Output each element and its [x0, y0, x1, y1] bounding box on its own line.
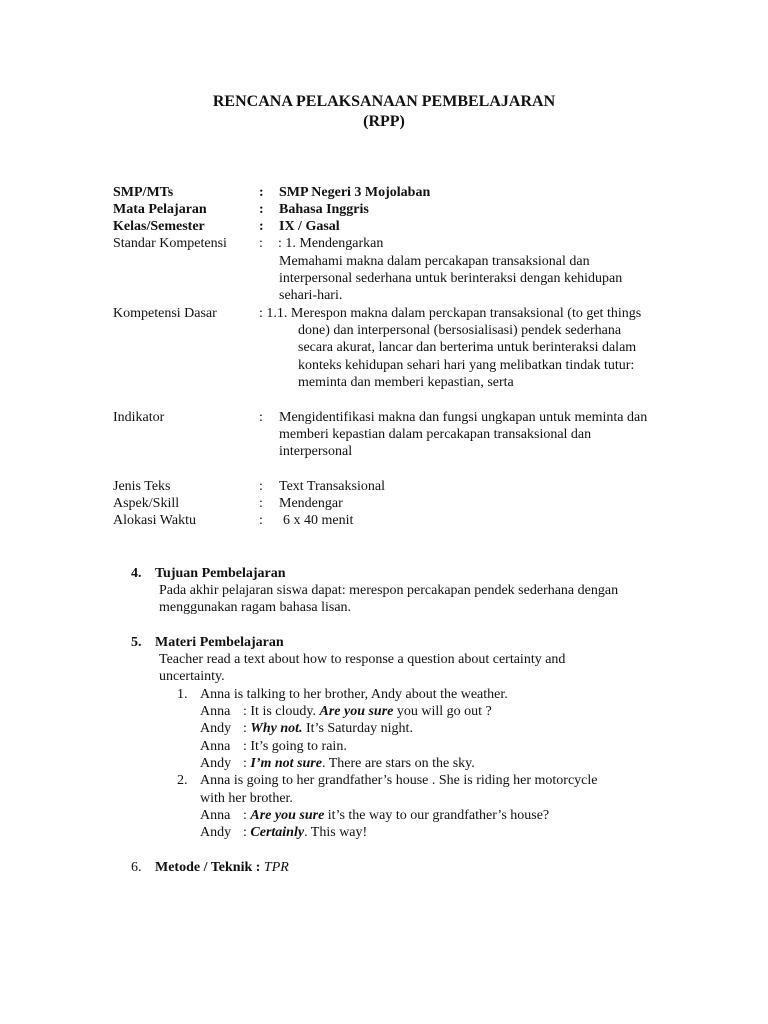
kd-label: Kompetensi Dasar — [113, 306, 217, 321]
document-title: RENCANA PELAKSANAAN PEMBELAJARAN — [212, 93, 556, 110]
section-4-line: menggunakan ragam bahasa lisan. — [159, 600, 352, 615]
section-5-intro: uncertainty. — [159, 669, 225, 684]
section-6-value: TPR — [263, 860, 289, 875]
colon: : — [259, 185, 264, 200]
section-5-heading: Materi Pembelajaran — [155, 635, 284, 650]
dialog-speaker: Andy — [200, 721, 232, 736]
subject-value: Bahasa Inggris — [279, 202, 369, 217]
section-4-heading: Tujuan Pembelajaran — [155, 566, 286, 581]
document-subtitle: (RPP) — [363, 113, 405, 130]
dialog-line: : It’s going to rain. — [243, 739, 347, 754]
colon: : — [259, 219, 264, 234]
skill-label: Aspek/Skill — [113, 496, 180, 511]
item-1-number: 1. — [177, 687, 188, 702]
section-4-line: Pada akhir pelajaran siswa dapat: merespon percakapan pendek sederhana dengan — [159, 583, 619, 598]
dialog-line: : It is cloudy. Are you sure you will go out ? — [243, 704, 492, 719]
dialog-speaker: Anna — [200, 739, 231, 754]
dialog-speaker: Anna — [200, 808, 231, 823]
colon: : — [259, 202, 264, 217]
school-value: SMP Negeri 3 Mojolaban — [279, 185, 431, 200]
kd-line: secara akurat, lancar dan berterima untuk berinteraksi dalam — [298, 340, 637, 355]
kd-line: : 1.1. Merespon makna dalam perckapan transaksional (to get things — [259, 306, 642, 321]
sk-line: Memahami makna dalam percakapan transaksional dan — [279, 254, 590, 269]
time-value: 6 x 40 menit — [283, 513, 354, 528]
dialog-line: : Are you sure it’s the way to our grandfather’s house? — [243, 808, 550, 823]
section-6-number: 6. — [131, 860, 142, 875]
sk-value-head: : 1. Mendengarkan — [278, 236, 384, 251]
dialog-line: : Why not. It’s Saturday night. — [243, 721, 413, 736]
time-label: Alokasi Waktu — [113, 513, 196, 528]
school-label: SMP/MTs — [113, 185, 174, 200]
skill-value: Mendengar — [279, 496, 343, 511]
indicator-label: Indikator — [113, 410, 165, 425]
item-2-number: 2. — [177, 773, 188, 788]
text-type-value: Text Transaksional — [279, 479, 385, 494]
section-6-heading: Metode / Teknik : TPR — [155, 860, 289, 875]
kd-line: meminta dan memberi kepastian, serta — [298, 375, 514, 390]
section-5-number: 5. — [131, 635, 142, 650]
colon: : — [259, 479, 263, 494]
subject-label: Mata Pelajaran — [113, 202, 207, 217]
indicator-line: memberi kepastian dalam percakapan transaksional dan — [279, 427, 592, 442]
kd-line: done) dan interpersonal (bersosialisasi) pendek sederhana — [298, 323, 622, 338]
dialog-speaker: Andy — [200, 756, 232, 771]
dialog-speaker: Anna — [200, 704, 231, 719]
section-5-intro: Teacher read a text about how to response a question about certainty and — [159, 652, 566, 667]
text-type-label: Jenis Teks — [113, 479, 171, 494]
item-2-text: with her brother. — [200, 791, 293, 806]
item-1-text: Anna is talking to her brother, Andy about the weather. — [200, 687, 508, 702]
sk-line: sehari-hari. — [279, 288, 343, 303]
sk-line: interpersonal sederhana untuk berinteraksi dengan kehidupan — [279, 271, 623, 286]
section-4-number: 4. — [131, 566, 142, 581]
sk-label: Standar Kompetensi — [113, 236, 227, 251]
colon: : — [259, 236, 263, 251]
indicator-line: interpersonal — [279, 444, 353, 459]
colon: : — [259, 513, 263, 528]
dialog-line: : Certainly. This way! — [243, 825, 368, 840]
dialog-line: : I’m not sure. There are stars on the sky. — [243, 756, 475, 771]
class-label: Kelas/Semester — [113, 219, 205, 234]
kd-line: konteks kehidupan sehari hari yang melibatkan tindak tutur: — [298, 358, 635, 373]
item-2-text: Anna is going to her grandfather’s house . She is riding her motorcycle — [200, 773, 598, 788]
class-value: IX / Gasal — [279, 219, 340, 234]
indicator-line: Mengidentifikasi makna dan fungsi ungkapan untuk meminta dan — [279, 410, 648, 425]
colon: : — [259, 496, 263, 511]
dialog-speaker: Andy — [200, 825, 232, 840]
colon: : — [259, 410, 263, 425]
